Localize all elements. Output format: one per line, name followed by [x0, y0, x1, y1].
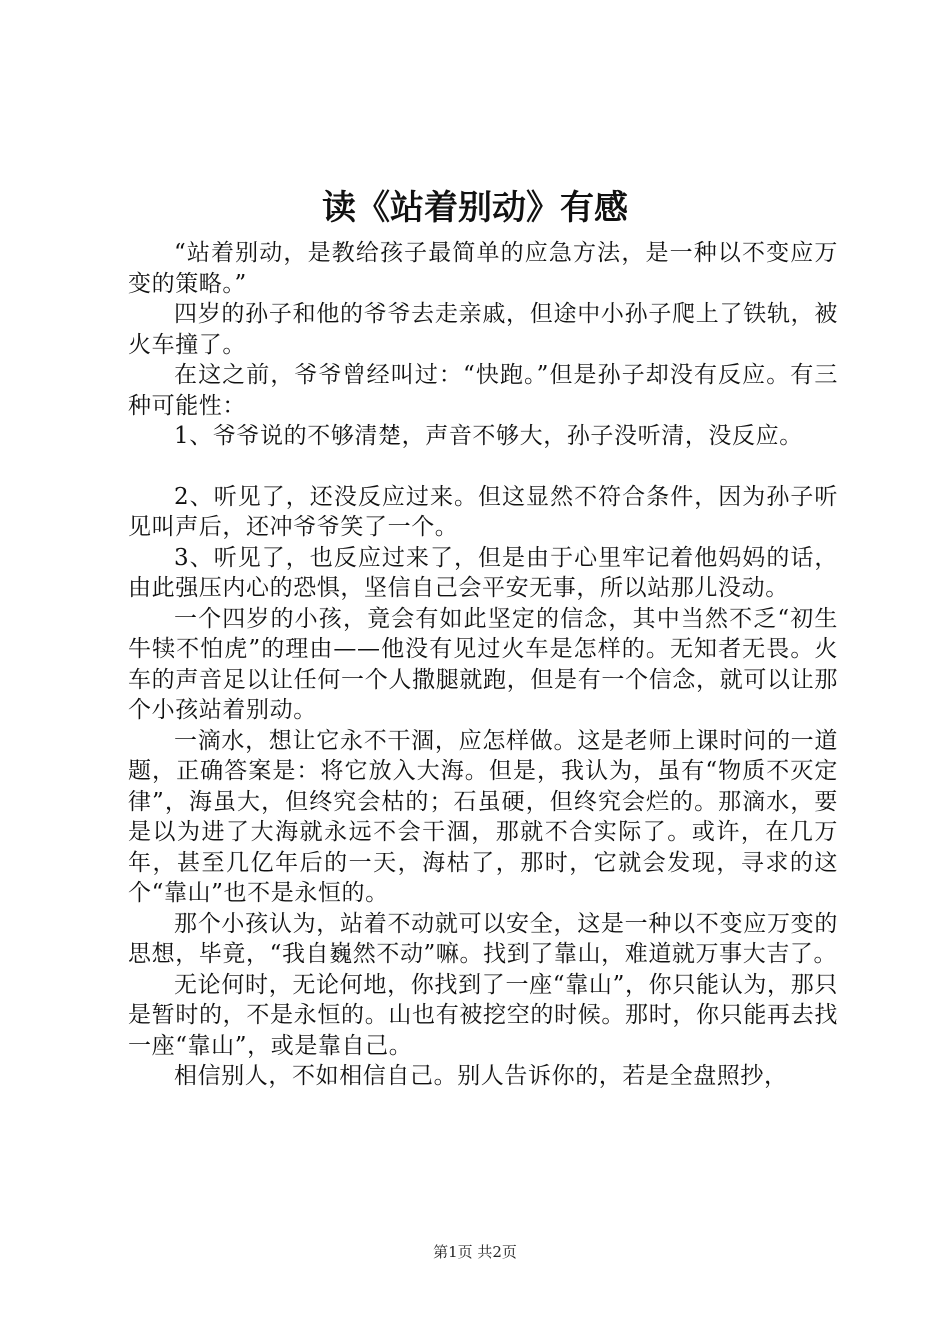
- page-footer: 第1页 共2页: [433, 1243, 517, 1261]
- paragraph-belief: 一个四岁的小孩，竟会有如此坚定的信念，其中当然不乏“初生牛犊不怕虎”的理由——他没有见过火车是怎样的。无知者无畏。火车的声音足以让任何一个人撒腿就跑，但是有一个信念，就可以让那个小孩站着别动。: [128, 605, 838, 723]
- paragraph-backing: 无论何时，无论何地，你找到了一座“靠山”，你只能认为，那只是暂时的，不是永恒的。山也有被挖空的时候。那时，你只能再去找一座“靠山”，或是靠自己。: [128, 971, 838, 1059]
- paragraph-water-drop: 一滴水，想让它永不干涸，应怎样做。这是老师上课时问的一道题，正确答案是：将它放入大海。但是，我认为，虽有“物质不灭定律”，海虽大，但终究会枯的；石虽硬，但终究会烂的。那滴水，要是以为进了大海就永远不会干涸，那就不合实际了。或许，在几万年，甚至几亿年后的一天，海枯了，那时，它就会发现，寻求的这个“靠山”也不是永恒的。: [128, 727, 838, 906]
- paragraph-quote: “站着别动，是教给孩子最简单的应急方法，是一种以不变应万变的策略。”: [128, 240, 838, 297]
- paragraph-possibility-3: 3、听见了，也反应过来了，但是由于心里牢记着他妈妈的话，由此强压内心的恐惧，坚信自己会平安无事，所以站那儿没动。: [128, 544, 838, 601]
- paragraph-possibility-1: 1、爷爷说的不够清楚，声音不够大，孙子没听清，没反应。: [174, 423, 803, 449]
- paragraph-trust-yourself: 相信别人，不如相信自己。别人告诉你的，若是全盘照抄，: [174, 1063, 788, 1089]
- document-body: [128, 238, 838, 1092]
- paragraph-story: 四岁的孙子和他的爷爷去走亲戚，但途中小孙子爬上了铁轨，被火车撞了。: [128, 301, 838, 358]
- paragraph-possibilities: 在这之前，爷爷曾经叫过：“快跑。”但是孙子却没有反应。有三种可能性：: [128, 362, 838, 419]
- paragraph-possibility-2: 2、听见了，还没反应过来。但这显然不符合条件，因为孙子听见叫声后，还冲爷爷笑了一个。: [128, 483, 838, 540]
- paragraph-stand-still: 那个小孩认为，站着不动就可以安全，这是一种以不变应万变的思想，毕竟，“我自巍然不动”嘛。找到了靠山，难道就万事大吉了。: [128, 910, 838, 967]
- document-title: 读《站着别动》有感: [322, 188, 628, 228]
